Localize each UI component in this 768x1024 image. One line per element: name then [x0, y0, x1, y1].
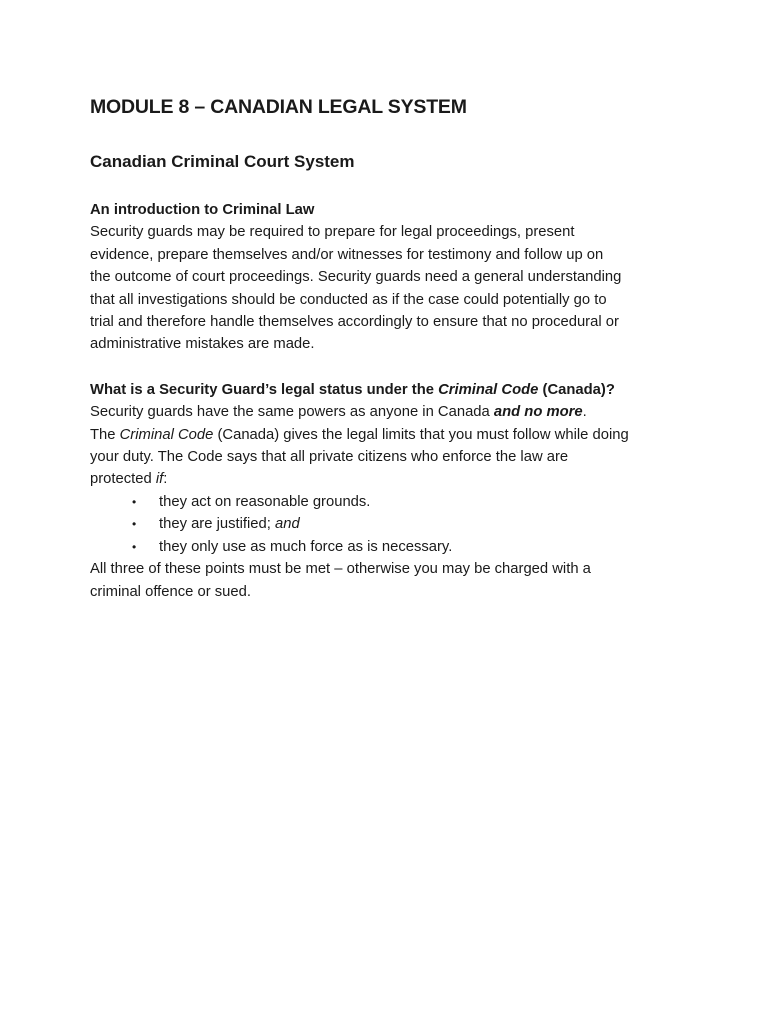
intro-line: the outcome of court proceedings. Security guards need a general understanding	[90, 269, 622, 286]
document-page	[90, 92, 710, 603]
powers-line	[90, 401, 710, 423]
heading-text: (Canada)?	[538, 381, 615, 398]
powers-period: .	[582, 404, 587, 421]
list-item-text: they are justified;	[159, 516, 275, 533]
bullet-icon: •	[132, 517, 137, 532]
heading-text: What is a Security Guard’s legal status under the	[90, 381, 439, 398]
closing-line: criminal offence or sued.	[90, 583, 251, 600]
list-item	[132, 491, 710, 513]
code-italic-text: Criminal Code	[119, 426, 214, 443]
powers-text: Security guards have the same powers as anyone in Canada	[90, 404, 494, 421]
bullet-icon: •	[132, 494, 137, 509]
list-item-italic: and	[274, 516, 300, 533]
intro-line: evidence, prepare themselves and/or witnesses for testimony and follow up on	[90, 246, 604, 263]
module-title: MODULE 8 – CANADIAN LEGAL SYSTEM	[90, 96, 467, 118]
intro-line: administrative mistakes are made.	[90, 336, 315, 353]
intro-heading: An introduction to Criminal Law	[90, 202, 315, 218]
intro-line: Security guards may be required to prepare for legal proceedings, present	[90, 224, 575, 241]
code-text: (Canada) gives the legal limits that you must follow while doing	[213, 426, 629, 443]
intro-section	[90, 199, 710, 356]
list-item-text: they only use as much force as is necessary.	[159, 538, 453, 555]
closing-line: All three of these points must be met – otherwise you may be charged with a	[90, 561, 591, 578]
powers-emphasis: and no more	[493, 404, 583, 421]
list-item	[132, 536, 710, 558]
code-text: The	[90, 426, 120, 443]
code-line	[90, 424, 710, 446]
code-line: your duty. The Code says that all private citizens who enforce the law are	[90, 449, 569, 466]
legal-status-heading	[90, 379, 710, 401]
list-item	[132, 513, 710, 535]
bullet-icon: •	[132, 539, 137, 554]
intro-line: that all investigations should be conducted as if the case could potentially go to	[90, 291, 607, 308]
heading-italic-text: Criminal Code	[438, 381, 539, 398]
code-text: protected	[90, 471, 156, 488]
code-line	[90, 468, 710, 490]
section-title: Canadian Criminal Court System	[90, 152, 355, 171]
intro-paragraph	[90, 221, 710, 355]
intro-line: trial and therefore handle themselves accordingly to ensure that no procedural or	[90, 314, 619, 331]
legal-status-section	[90, 379, 710, 603]
conditions-list	[90, 491, 710, 558]
list-item-text: they act on reasonable grounds.	[159, 493, 371, 510]
code-text: :	[163, 471, 168, 488]
code-italic-text: if	[155, 471, 164, 488]
